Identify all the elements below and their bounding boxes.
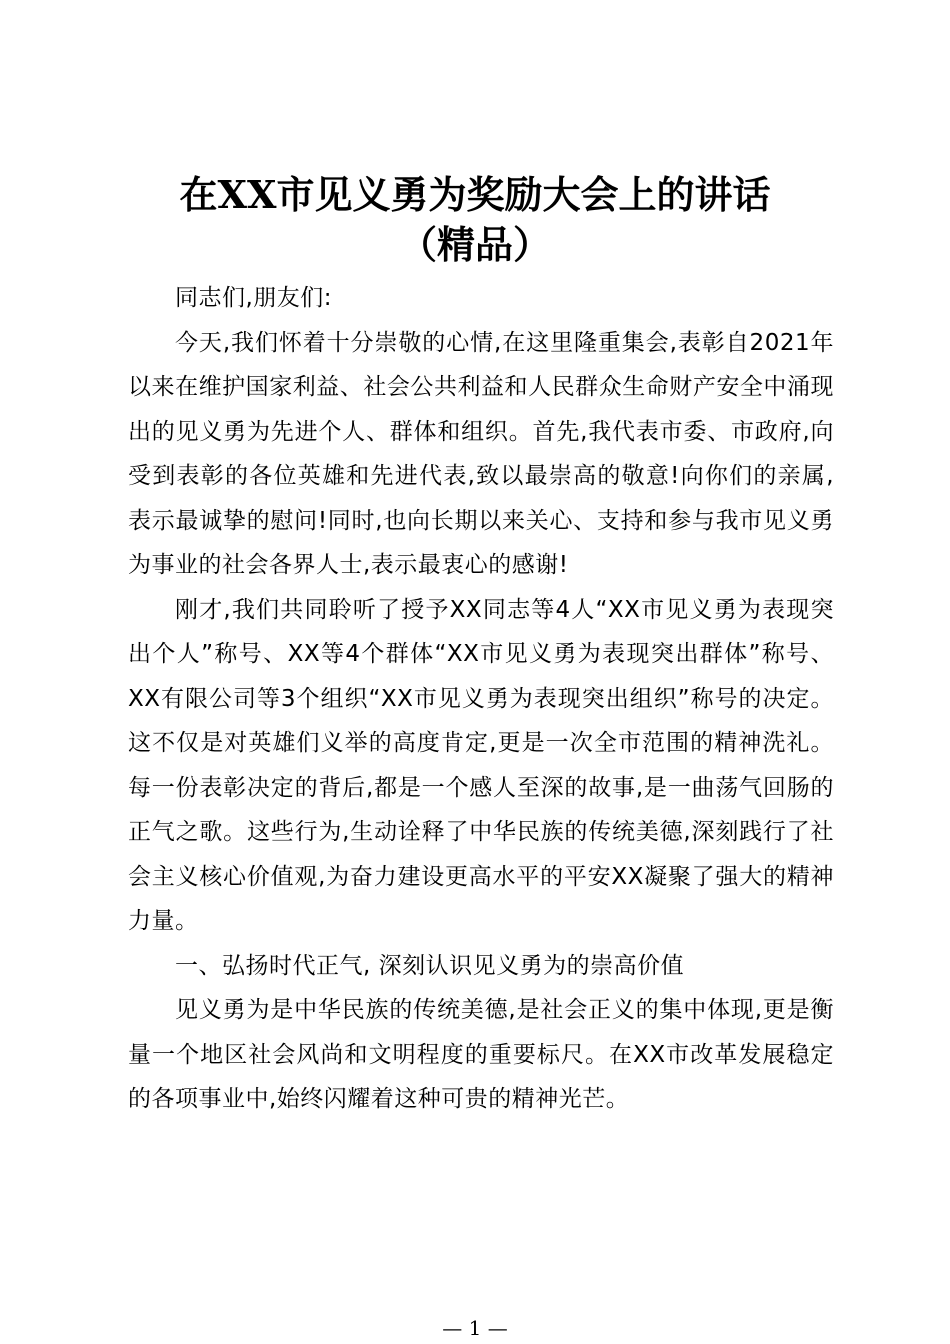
greeting: 同志们,朋友们: — [175, 285, 333, 311]
paragraph-3: 见义勇为是中华民族的传统美德,是社会正义的集中体现,更是衡量一个地区社会风尚和文明程度的重要标尺。在XX市改革发展稳定的各项事业中,始终闪耀着这种可贵的精神光芒。 — [128, 997, 834, 1112]
section-heading: 一、弘扬时代正气, 深刻认识见义勇为的崇高价值 — [175, 952, 685, 979]
page-number: — 1 — — [442, 1316, 508, 1340]
document-title: 在XX市见义勇为奖励大会上的讲话 — [179, 172, 771, 217]
paragraph-2: 刚才,我们共同聆听了授予XX同志等4人“XX市见义勇为表现突出个人”称号、XX等4个群体“XX市见义勇为表现突出群体”称号、XX有限公司等3个组织“XX市见义勇为表现突出组织”称号的决定。这不仅是对英雄们义举的高度肯定,更是一次全市范围的精神洗礼。每一份表彰决定的背后,都是一个感人至深的故事,是一曲荡气回肠的正气之歌。这些行为,生动诠释了中华民族的传统美德,深刻践行了社会主义核心价值观,为奋力建设更高水平的平安XX凝聚了强大的精神力量。 — [128, 596, 834, 934]
paragraph-1: 今天,我们怀着十分崇敬的心情,在这里隆重集会,表彰自2021年以来在维护国家利益、社会公共利益和人民群众生命财产安全中涌现出的见义勇为先进个人、群体和组织。首先,我代表市委、市政府,向受到表彰的各位英雄和先进代表,致以最崇高的敬意!向你们的亲属,表示最诚挚的慰问!同时,也向长期以来关心、支持和参与我市见义勇为事业的社会各界人士,表示最衷心的感谢! — [128, 329, 834, 578]
document-subtitle: （精品） — [398, 222, 551, 267]
document-body — [128, 276, 834, 1122]
